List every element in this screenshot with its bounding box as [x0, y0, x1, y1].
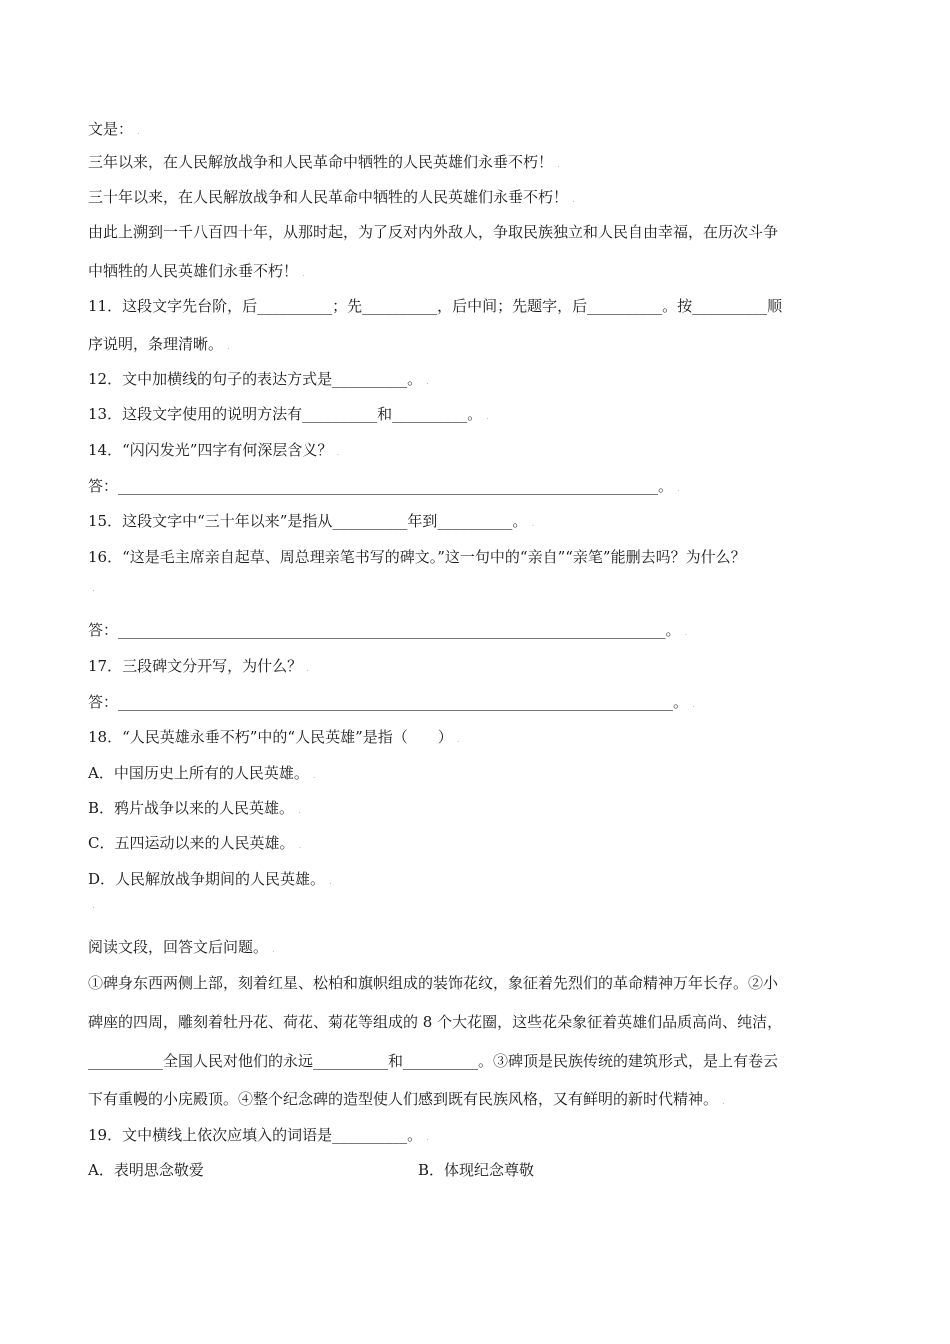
question-13: 13．这段文字使用的说明方法有__________和__________。 . [88, 405, 489, 423]
text-line: . [92, 584, 95, 594]
option-c: C．五四运动以来的人民英雄。 . [88, 834, 302, 852]
option-a: A．中国历史上所有的人民英雄。 . [88, 764, 316, 782]
q19-option-a: A．表明思念敬爱 [88, 1161, 204, 1179]
question-14: 14．“闪闪发光”四字有何深层含义？ . [88, 441, 340, 459]
passage-line: 碑座的四周，雕刻着牡丹花、荷花、菊花等组成的 8 个大花圈，这些花朵象征着英雄们品质高尚、纯洁， [88, 1013, 783, 1031]
answer-line: 答：__________________________________________________________________________。 . [88, 693, 695, 711]
text-line: 三年以来，在人民解放战争和人民革命中牺牲的人民英雄们永垂不朽！ . [88, 153, 560, 171]
option-b: B．鸦片战争以来的人民英雄。 . [88, 799, 301, 817]
text-line: 中牺牲的人民英雄们永垂不朽！ . [88, 262, 305, 280]
passage-line: 下有重幔的小庑殿顶。④整个纪念碑的造型使人们感到既有民族风格，又有鲜明的新时代精神。 . [88, 1090, 725, 1108]
answer-line: 答：________________________________________________________________________。 . [88, 477, 680, 495]
question-17: 17．三段碑文分开写，为什么？ . [88, 657, 309, 675]
text-line: 三十年以来，在人民解放战争和人民革命中牺牲的人民英雄们永垂不朽！ . [88, 188, 575, 206]
answer-line: 答：_________________________________________________________________________。 . [88, 621, 688, 639]
question-18: 18．“人民英雄永垂不朽”中的“人民英雄”是指（ ） . [88, 728, 460, 746]
text-line: 文是： . [88, 120, 140, 138]
passage-line: __________全国人民对他们的永远__________和__________。③碑顶是民族传统的建筑形式，是上有卷云 [88, 1052, 779, 1070]
text-line: . [92, 901, 95, 911]
text-line: 由此上溯到一千八百四十年，从那时起，为了反对内外敌人，争取民族独立和人民自由幸福，在历次斗争 [88, 223, 779, 241]
question-19: 19．文中横线上依次应填入的词语是__________。 . [88, 1126, 429, 1144]
question-16: 16．“这是毛主席亲自起草、周总理亲笔书写的碑文。”这一句中的“亲自”“亲笔”能删去吗？为什么？ [88, 548, 746, 566]
question-11: 11．这段文字先台阶，后__________；先__________，后中间；先题字，后__________。按__________顺 [88, 297, 783, 315]
text-line: 序说明，条理清晰。 . [88, 335, 230, 353]
question-15: 15．这段文字中“三十年以来”是指从__________年到__________。 . [88, 512, 535, 530]
q19-option-b: B．体现纪念尊敬 [418, 1161, 535, 1179]
reading-instruction: 阅读文段，回答文后问题。 . [88, 938, 275, 956]
option-d: D．人民解放战争期间的人民英雄。 . [88, 870, 332, 888]
question-12: 12．文中加横线的句子的表达方式是__________。 . [88, 370, 429, 388]
passage-line: ①碑身东西两侧上部，刻着红星、松柏和旗帜组成的装饰花纹，象征着先烈们的革命精神万年长存。②小 [88, 974, 779, 992]
